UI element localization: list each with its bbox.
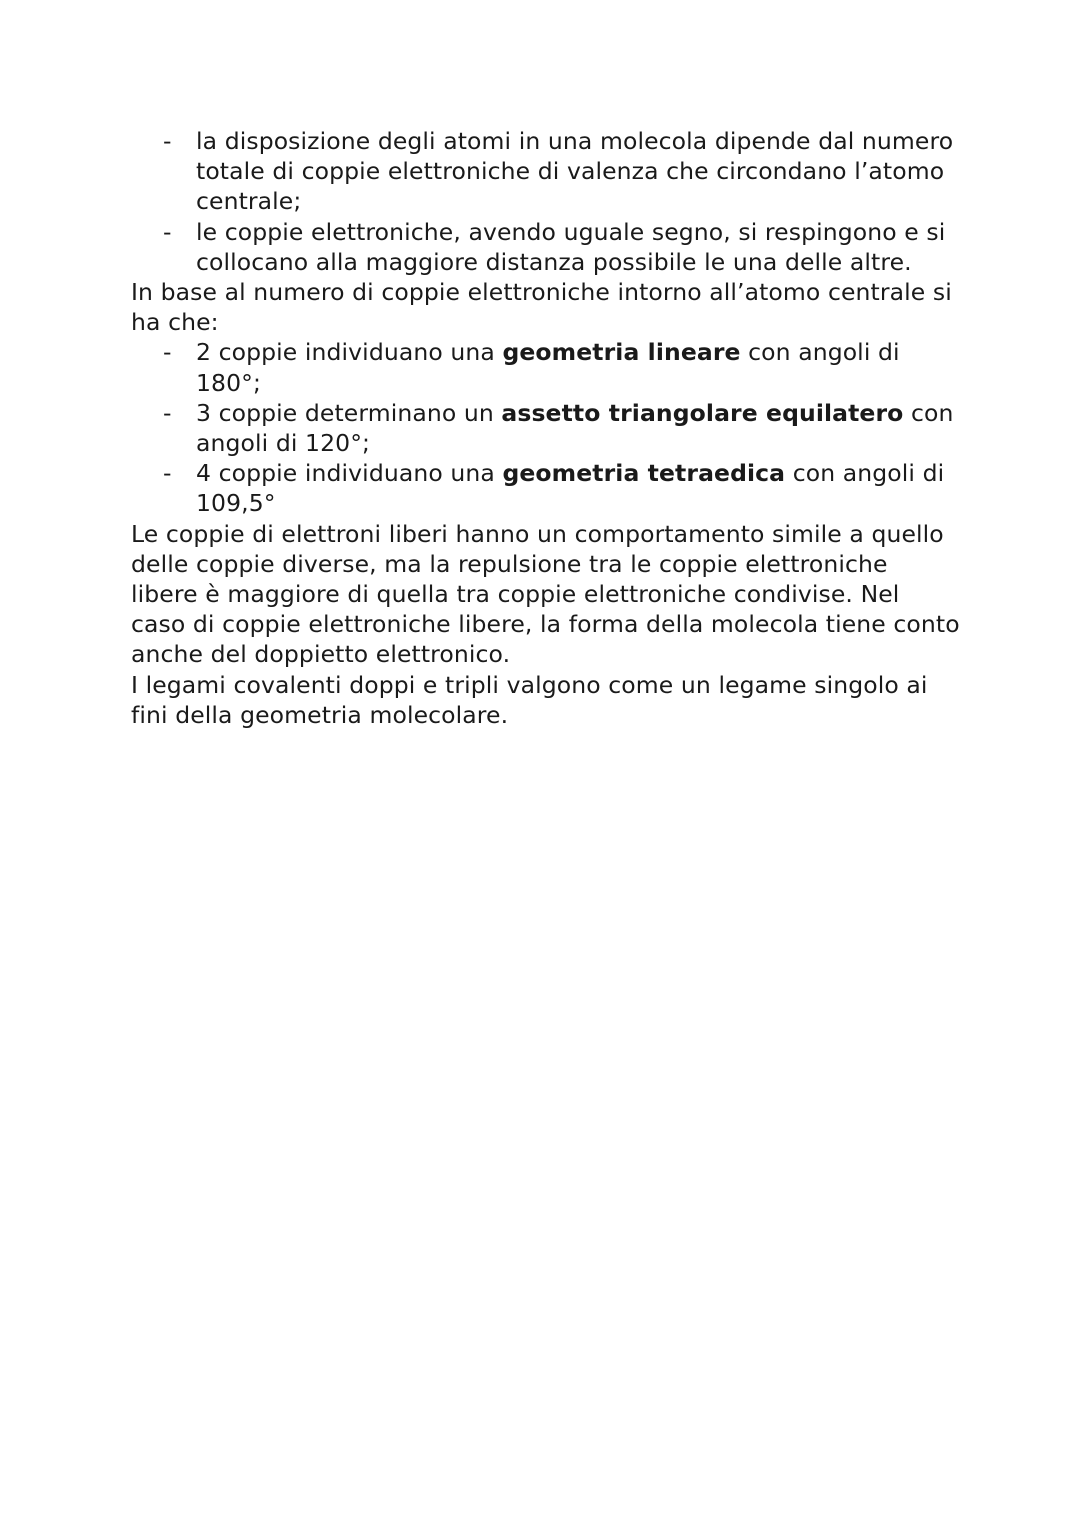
list-item (131, 398, 961, 458)
list-item-bold-term: geometria lineare (502, 338, 741, 367)
list-item (131, 217, 961, 277)
bullet-dash: - (163, 398, 172, 427)
bullet-dash: - (163, 217, 172, 246)
paragraph-legami-covalenti: I legami covalenti doppi e tripli valgono come un legame singolo ai fini della geometria molecolare. (131, 670, 928, 729)
list-item-text-before: 4 coppie individuano una (196, 459, 503, 488)
list-item (131, 458, 961, 518)
list-item-text: le coppie elettroniche, avendo uguale segno, si respingono e si collocano alla maggiore distanza possibile le una delle altre. (196, 217, 946, 276)
bullet-dash: - (163, 127, 172, 155)
list-item-text-before: 3 coppie determinano un (196, 398, 502, 427)
list-item-text-before: 2 coppie individuano una (196, 338, 503, 367)
list-item (131, 337, 961, 397)
paragraph-elettroni-liberi: Le coppie di elettroni liberi hanno un comportamento simile a quello delle coppie diverse, ma la repulsione tra le coppie elettroniche libere è maggiore di quella tra coppie elettroniche condivise. Nel caso di coppie elettroniche libere, la forma della molecola tiene conto anche del doppietto elettronico. (131, 519, 960, 669)
list-item-bold-term: assetto triangolare equilatero (501, 398, 904, 427)
list-item-text-after: con angoli di 109,5° (196, 459, 945, 518)
document-body (131, 126, 961, 730)
list-item-text: la disposizione degli atomi in una molecola dipende dal numero totale di coppie elettroniche di valenza che circondano l’atomo centrale; (196, 127, 954, 216)
paragraph-coppie-intro: In base al numero di coppie elettroniche intorno all’atomo centrale si ha che: (131, 278, 952, 337)
list-item-text-after: con angoli di 120°; (196, 398, 954, 458)
list-item-bold-term: geometria tetraedica (502, 459, 786, 488)
bullet-dash: - (163, 459, 172, 488)
bullet-dash: - (163, 338, 172, 367)
geometry-list (131, 337, 961, 518)
list-item (131, 126, 961, 217)
list-item-text-after: con angoli di 180°; (196, 338, 900, 397)
intro-list (131, 126, 961, 277)
